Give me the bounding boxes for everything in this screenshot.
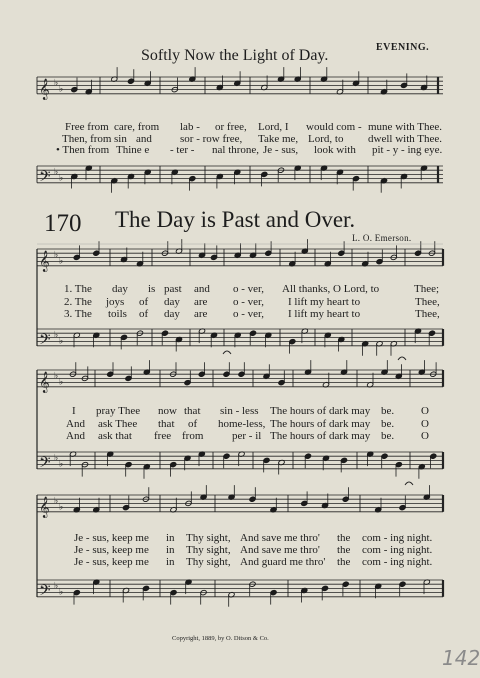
flat-icon: ♭: [54, 496, 59, 507]
hymn-number: 170: [44, 210, 82, 237]
bass-clef-icon: 𝄢: [39, 167, 51, 189]
staff: [37, 67, 443, 100]
flat-icon: ♭: [54, 453, 59, 464]
fermata-icon: [223, 351, 231, 354]
staff: [37, 485, 443, 518]
treble-clef-icon: 𝄞: [39, 78, 50, 100]
flat-icon: ♭: [54, 78, 59, 89]
flat-icon: ♭: [59, 377, 64, 388]
staff: [37, 579, 443, 607]
flat-icon: ♭: [54, 581, 59, 592]
flat-icon: ♭: [54, 330, 59, 341]
section-label: EVENING.: [376, 42, 430, 53]
treble-clef-icon: 𝄞: [39, 371, 50, 393]
flat-icon: ♭: [59, 587, 64, 598]
bass-clef-icon: 𝄢: [39, 330, 51, 352]
flat-icon: ♭: [59, 173, 64, 184]
fermata-icon: [398, 357, 406, 360]
fermata-icon: [405, 482, 413, 485]
hymnal-page: 𝄞 ♭ ♭ 𝄢 ♭ ♭ 𝄞 ♭ ♭ 𝄢 ♭ ♭ 𝄞 ♭ ♭ 𝄢 ♭ ♭ 𝄞 ♭ ♭ 𝄢 ♭ ♭ EVENING. Softly Now the Light of Day. Free from care, from lab - or free, Lord, I would com - mune with Thee. Then, from sin and sor - row free, Take me, Lord, to dwell with Thee. • Then from Thine e - ter - nal throne, Je - sus, look with pit - y - ing eye. 170 The Day is Past and Over. L. O. Emerson. 1. The day is past and o - ver, All thanks, O Lord, to Thee; 2. The joys of day are o - ver, I lift my heart to Thee, 3. The toils of day are o - ver, I lift my heart to Thee, I pray Thee now that sin - less The hours of dark may be. O And ask Thee that of home-less, The hours of dark may be. O And ask that free from per - il The hours of dark may be. O Je - sus, keep me in Thy sight, And save me thro' the com - ing night. Je - sus, keep me in Thy sight, And save me thro' the com - ing night. Je - sus, keep me in Thy sight, And guard me thro' the com - ing night. Copyright, 1889, by O. Ditson & Co. 142: [0, 0, 480, 678]
flat-icon: ♭: [59, 256, 64, 267]
hymn-title-2: The Day is Past and Over.: [115, 207, 356, 232]
flat-icon: ♭: [54, 167, 59, 178]
staff: [37, 451, 443, 479]
flat-icon: ♭: [59, 502, 64, 513]
flat-icon: ♭: [54, 371, 59, 382]
staff: [37, 328, 443, 356]
copyright-notice: Copyright, 1889, by O. Ditson & Co.: [172, 635, 269, 642]
treble-clef-icon: 𝄞: [39, 250, 50, 272]
flat-icon: ♭: [54, 250, 59, 261]
flat-icon: ♭: [59, 459, 64, 470]
bass-clef-icon: 𝄢: [39, 581, 51, 603]
flat-icon: ♭: [59, 84, 64, 95]
staff: [37, 165, 443, 193]
bass-clef-icon: 𝄢: [39, 453, 51, 475]
handwritten-page-number: 142: [442, 646, 480, 670]
hymn-title-1: Softly Now the Light of Day.: [141, 47, 329, 64]
treble-clef-icon: 𝄞: [39, 496, 50, 518]
composer-credit: L. O. Emerson.: [352, 233, 412, 243]
staff: [37, 360, 443, 393]
flat-icon: ♭: [59, 336, 64, 347]
